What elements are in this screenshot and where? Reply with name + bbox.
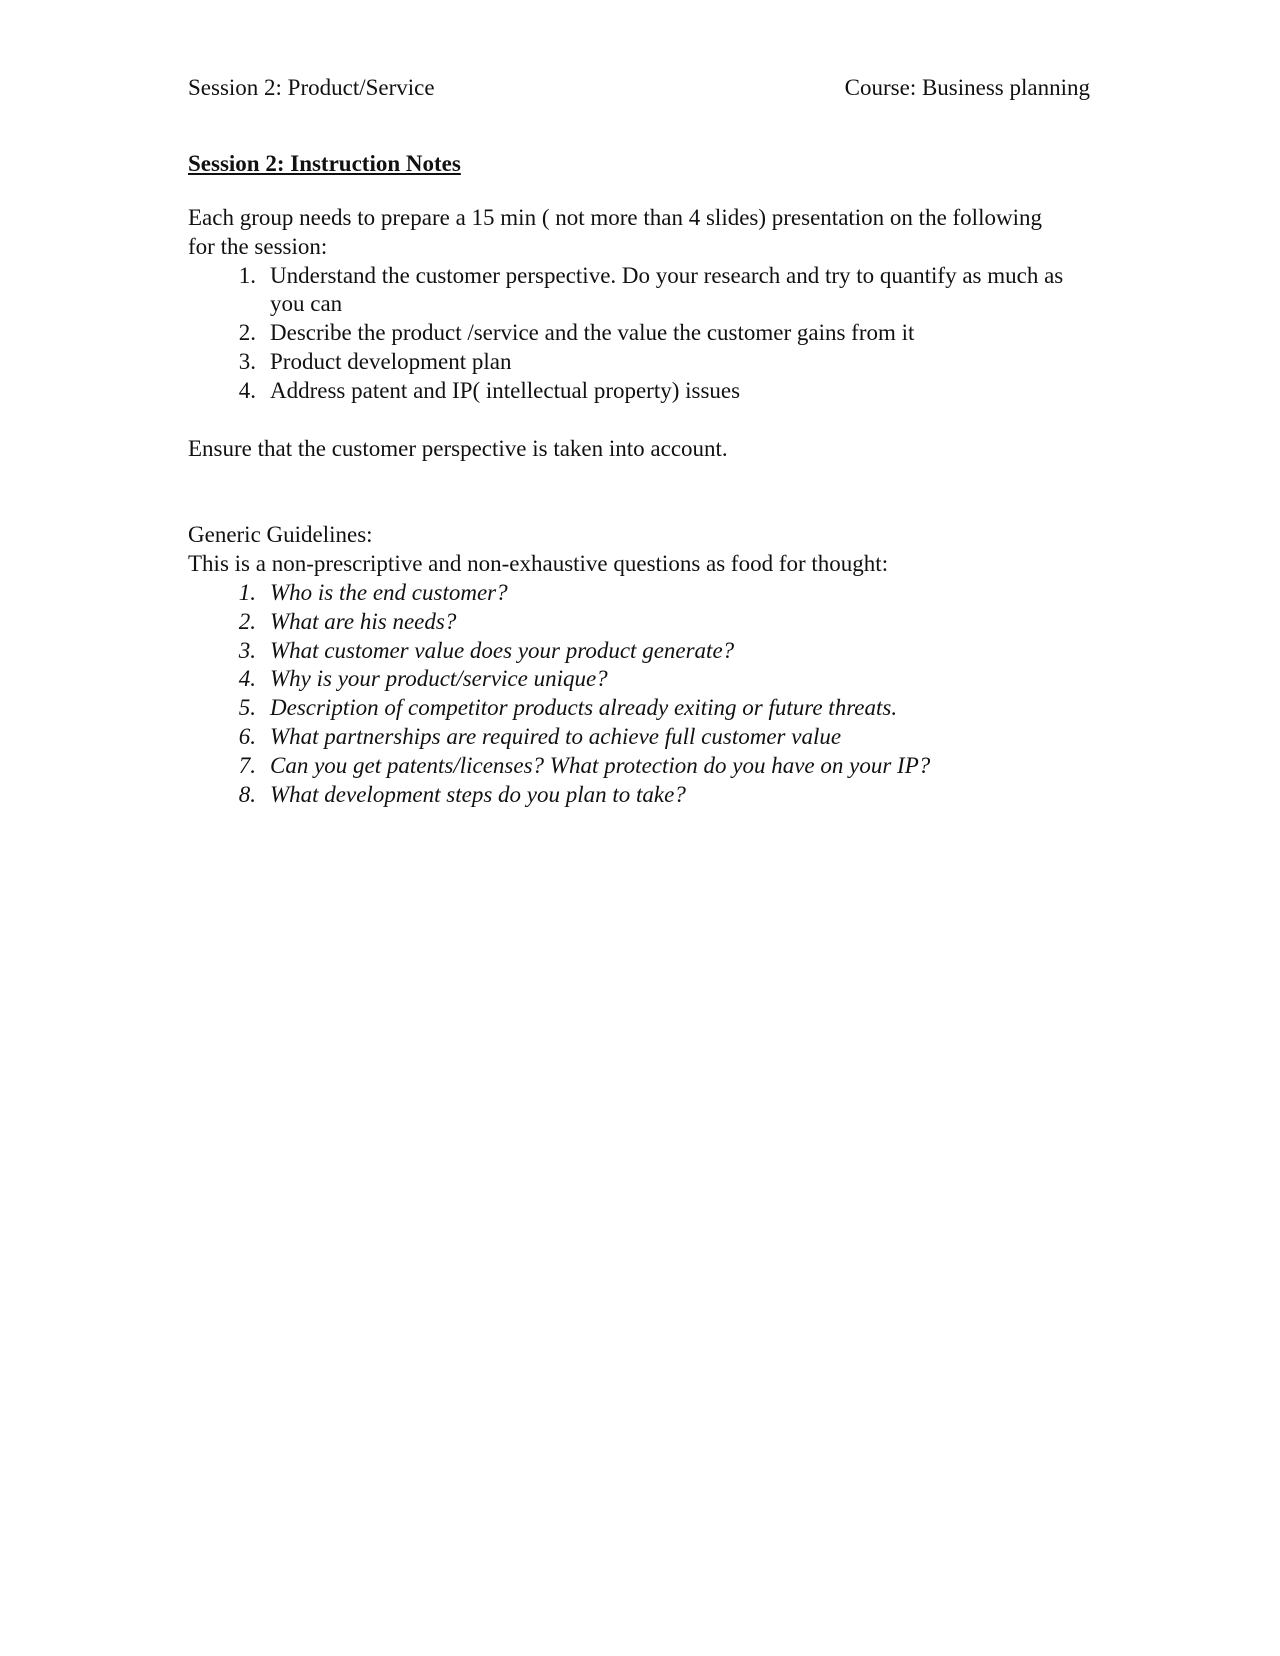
task-number: 1.	[238, 262, 256, 288]
intro-paragraph: Each group needs to prepare a 15 min ( not more than 4 slides) presentation on the following for the session:	[188, 205, 1042, 259]
question-text: Can you get patents/licenses? What protection do you have on your IP?	[270, 752, 931, 778]
question-number: 7.	[238, 752, 256, 778]
task-text: Address patent and IP( intellectual property) issues	[270, 377, 741, 403]
question-item	[188, 579, 1068, 608]
task-item	[188, 377, 1068, 406]
question-text: Description of competitor products already exiting or future threats.	[270, 695, 898, 721]
question-number: 6.	[238, 723, 256, 749]
task-item	[188, 319, 1068, 348]
guidelines-heading: Generic Guidelines:	[188, 522, 373, 548]
task-item	[188, 262, 1068, 320]
question-number: 2.	[238, 608, 256, 634]
question-number: 4.	[238, 666, 256, 692]
task-list	[188, 262, 1068, 406]
question-number: 1.	[238, 579, 256, 605]
question-item	[188, 637, 1068, 666]
guidelines-intro: This is a non-prescriptive and non-exhaustive questions as food for thought:	[188, 551, 889, 577]
page-title: Session 2: Instruction Notes	[188, 151, 461, 176]
task-item	[188, 348, 1068, 377]
task-number: 4.	[238, 377, 256, 403]
question-text: Who is the end customer?	[270, 579, 508, 605]
question-text: What customer value does your product generate?	[270, 637, 735, 663]
task-number: 2.	[238, 320, 256, 346]
document-body	[188, 148, 1068, 809]
task-number: 3.	[238, 348, 256, 374]
header-session: Session 2: Product/Service	[188, 75, 435, 100]
question-item	[188, 665, 1068, 694]
question-list	[188, 579, 1068, 809]
question-item	[188, 694, 1068, 723]
ensure-paragraph: Ensure that the customer perspective is taken into account.	[188, 435, 728, 461]
question-item	[188, 752, 1068, 781]
question-text: Why is your product/service unique?	[270, 666, 608, 692]
page-header	[188, 72, 1090, 104]
question-item	[188, 608, 1068, 637]
question-number: 8.	[238, 781, 256, 807]
question-number: 3.	[238, 637, 256, 663]
question-number: 5.	[238, 695, 256, 721]
task-text: Product development plan	[270, 348, 512, 374]
question-text: What development steps do you plan to take?	[270, 781, 686, 807]
question-item	[188, 781, 1068, 810]
question-text: What partnerships are required to achieve full customer value	[270, 723, 842, 749]
task-text: Understand the customer perspective. Do your research and try to quantify as much as you can	[270, 262, 1064, 317]
task-text: Describe the product /service and the value the customer gains from it	[270, 320, 915, 346]
header-course: Course: Business planning	[844, 75, 1090, 100]
question-text: What are his needs?	[270, 608, 457, 634]
question-item	[188, 723, 1068, 752]
